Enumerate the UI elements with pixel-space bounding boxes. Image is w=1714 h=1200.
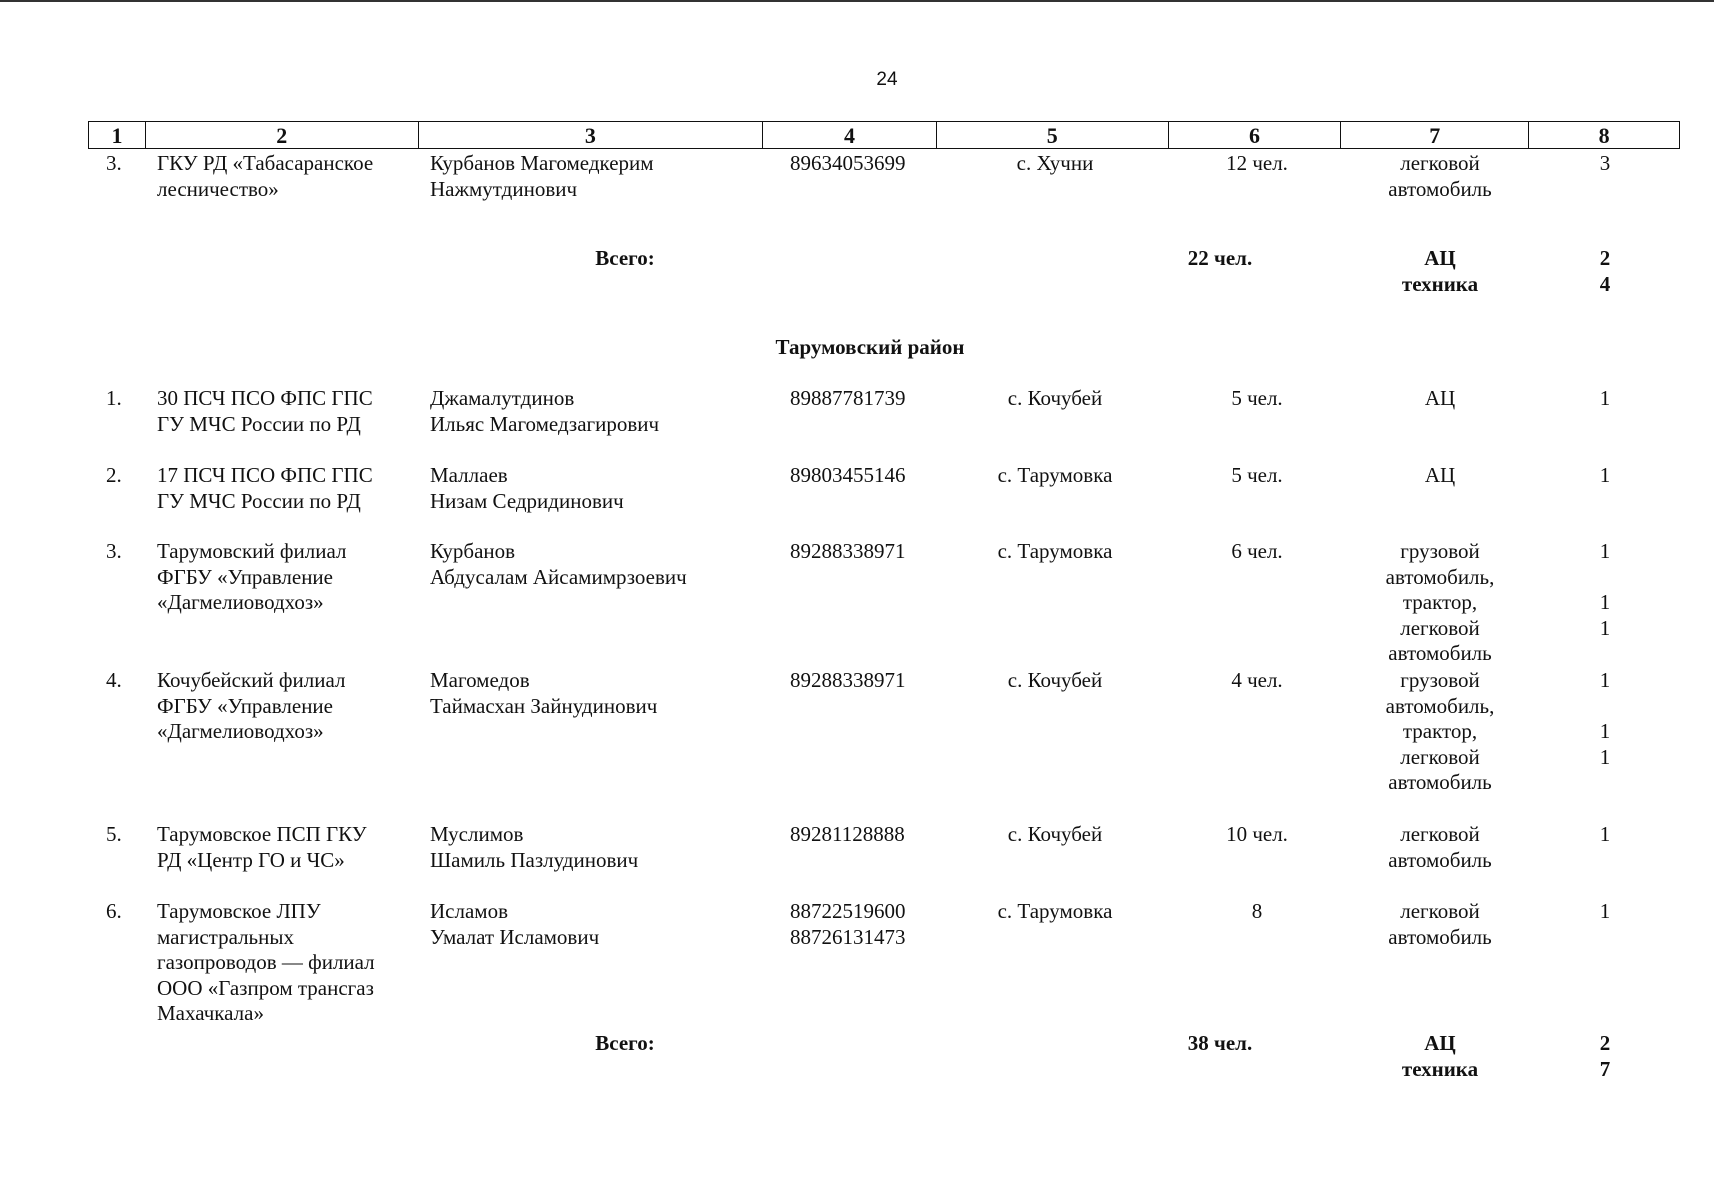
phone-number: 89887781739 (790, 386, 906, 410)
equipment-type: легковой (1400, 822, 1480, 846)
phone-number: 89288338971 (790, 668, 906, 692)
responsible-person: Низам Седридинович (430, 488, 624, 513)
responsible-person: Таймасхан Зайнудинович (430, 693, 658, 718)
responsible-person: Ильяс Магомедзагирович (430, 411, 660, 436)
column-header-3: 3 (419, 122, 764, 148)
organization-name: магистральных (157, 924, 294, 949)
equipment-type: автомобиль (1388, 641, 1492, 665)
location: с. Кочубей (1007, 668, 1103, 692)
equipment-type: трактор, (1402, 590, 1478, 614)
equipment-type: автомобиль (1388, 176, 1492, 201)
total-label: Всего: (595, 246, 655, 270)
personnel-count: 4 чел. (1231, 668, 1283, 692)
row-number: 6. (106, 899, 122, 923)
phone-number: 88722519600 (790, 899, 906, 923)
organization-name: Кочубейский филиал (157, 668, 346, 692)
equipment-type: АЦ (1424, 463, 1456, 487)
total-equipment: АЦ (1424, 1031, 1456, 1055)
equipment-count: 1 (1599, 719, 1611, 743)
total-equipment: техника (1401, 271, 1479, 296)
row-number: 3. (106, 539, 122, 563)
equipment-type: легковой (1400, 615, 1480, 640)
equipment-type: автомобиль, (1385, 693, 1495, 718)
responsible-person: Маллаев (430, 463, 508, 487)
organization-name: газопроводов — филиал (157, 950, 375, 974)
district-heading: Тарумовский район (775, 335, 965, 359)
equipment-count: 3 (1599, 151, 1611, 175)
organization-name: «Дагмелиоводхоз» (157, 719, 324, 743)
responsible-person: Магомедов (430, 668, 530, 692)
organization-name: Тарумовский филиал (157, 539, 347, 563)
responsible-person: Шамиль Пазлудинович (430, 847, 639, 872)
personnel-count: 10 чел. (1226, 822, 1288, 846)
page-number: 24 (876, 69, 898, 90)
column-header-5: 5 (937, 122, 1169, 148)
total-count: 4 (1599, 271, 1611, 296)
total-count: 2 (1599, 246, 1611, 270)
phone-number: 89634053699 (790, 151, 906, 175)
equipment-type: АЦ (1424, 386, 1456, 410)
equipment-count: 1 (1599, 590, 1611, 614)
personnel-count: 6 чел. (1231, 539, 1283, 563)
table-header-row (88, 121, 1680, 149)
location: с. Тарумовка (997, 463, 1113, 487)
equipment-type: автомобиль (1388, 847, 1492, 872)
responsible-person: Нажмутдинович (430, 176, 578, 201)
phone-number: 88726131473 (790, 924, 906, 949)
organization-name: ГУ МЧС России по РД (157, 488, 361, 513)
row-number: 2. (106, 463, 122, 487)
responsible-person: Абдусалам Айсамимрзоевич (430, 564, 687, 589)
personnel-count: 8 (1251, 899, 1263, 923)
organization-name: лесничество» (157, 176, 279, 201)
row-number: 5. (106, 822, 122, 846)
responsible-person: Джамалутдинов (430, 386, 575, 410)
personnel-count: 12 чел. (1226, 151, 1288, 175)
location: с. Тарумовка (997, 539, 1113, 563)
personnel-count: 5 чел. (1231, 463, 1283, 487)
total-label: Всего: (595, 1031, 655, 1055)
phone-number: 89281128888 (790, 822, 905, 846)
organization-name: «Дагмелиоводхоз» (157, 590, 324, 614)
organization-name: 17 ПСЧ ПСО ФПС ГПС (157, 463, 373, 487)
equipment-type: трактор, (1402, 719, 1478, 743)
equipment-type: автомобиль (1388, 770, 1492, 794)
row-number: 1. (106, 386, 122, 410)
total-personnel: 38 чел. (1187, 1031, 1253, 1055)
total-personnel: 22 чел. (1187, 246, 1253, 270)
responsible-person: Исламов (430, 899, 508, 923)
organization-name: ООО «Газпром трансгаз (157, 975, 374, 1000)
phone-number: 89288338971 (790, 539, 906, 563)
column-header-8: 8 (1598, 123, 1610, 148)
equipment-count: 1 (1599, 899, 1611, 923)
organization-name: 30 ПСЧ ПСО ФПС ГПС (157, 386, 373, 410)
equipment-type: грузовой (1400, 539, 1480, 563)
equipment-count: 1 (1599, 463, 1611, 487)
organization-name: РД «Центр ГО и ЧС» (157, 847, 345, 872)
responsible-person: Курбанов (430, 539, 516, 563)
organization-name: Тарумовское ПСП ГКУ (157, 822, 367, 846)
column-header-7: 7 (1341, 122, 1529, 148)
equipment-type: грузовой (1400, 668, 1480, 692)
column-header-4: 4 (763, 122, 937, 148)
total-equipment: АЦ (1424, 246, 1456, 270)
column-header-6: 6 (1169, 122, 1342, 148)
responsible-person: Умалат Исламович (430, 924, 600, 949)
total-count: 2 (1599, 1031, 1611, 1055)
organization-name: Тарумовское ЛПУ (157, 899, 321, 923)
location: с. Кочубей (1007, 386, 1103, 410)
location: с. Кочубей (1007, 822, 1103, 846)
total-equipment: техника (1401, 1056, 1479, 1081)
equipment-count: 1 (1599, 822, 1611, 846)
equipment-type: легковой (1400, 151, 1480, 175)
equipment-count: 1 (1599, 615, 1611, 640)
equipment-type: автомобиль (1388, 924, 1492, 949)
location: с. Тарумовка (997, 899, 1113, 923)
equipment-count: 1 (1599, 744, 1611, 769)
location: с. Хучни (1016, 151, 1094, 175)
responsible-person: Муслимов (430, 822, 524, 846)
organization-name: ФГБУ «Управление (157, 564, 333, 589)
organization-name: ФГБУ «Управление (157, 693, 333, 718)
equipment-count: 1 (1599, 539, 1611, 563)
column-header-2: 2 (146, 122, 419, 148)
personnel-count: 5 чел. (1231, 386, 1283, 410)
top-border-line (0, 0, 1714, 2)
phone-number: 89803455146 (790, 463, 906, 487)
equipment-count: 1 (1599, 668, 1611, 692)
column-header-1: 1 (89, 122, 146, 148)
organization-name: Махачкала» (157, 1001, 264, 1025)
equipment-type: автомобиль, (1385, 564, 1495, 589)
organization-name: ГУ МЧС России по РД (157, 411, 361, 436)
equipment-type: легковой (1400, 899, 1480, 923)
organization-name: ГКУ РД «Табасаранское (157, 151, 374, 175)
total-count: 7 (1599, 1056, 1611, 1081)
row-number: 4. (106, 668, 122, 692)
responsible-person: Курбанов Магомедкерим (430, 151, 654, 175)
equipment-type: легковой (1400, 744, 1480, 769)
equipment-count: 1 (1599, 386, 1611, 410)
row-number: 3. (106, 151, 122, 175)
